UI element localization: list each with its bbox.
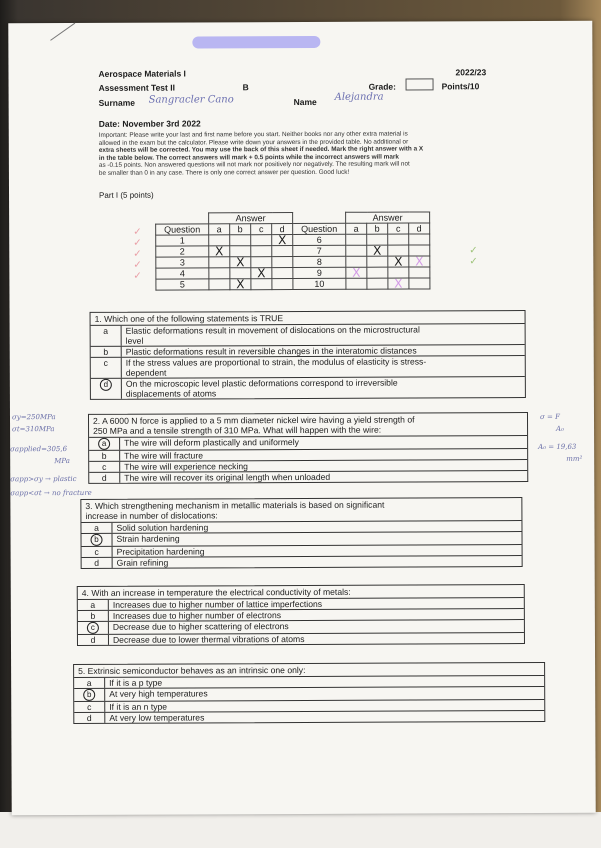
answer-mark[interactable]: X [388,256,409,267]
answer-cell[interactable] [272,279,293,290]
question-number: 7 [293,245,346,256]
question-5 [73,662,545,724]
question-number: 8 [293,256,346,267]
answer-mark[interactable]: X [230,257,251,268]
option-text [122,324,424,345]
handwritten-note: A₀ [556,424,564,433]
answer-cell[interactable] [209,257,230,268]
option-line: level [125,335,144,346]
question-number: 6 [293,234,346,245]
option-text: Increases due to higher number of electrons [112,610,282,621]
selected-circle: c [87,622,99,634]
answer-cell[interactable] [367,267,388,278]
bottom-margin [0,812,601,848]
option-text: Strain hardening [116,533,180,544]
question-number: 5 [156,279,209,290]
answer-cell[interactable] [388,234,409,245]
option-line: If the stress values are proportional to strain, the modulus of elasticity is stress- [125,356,427,368]
exam-sheet [8,21,595,816]
option-text: At very high temperatures [109,688,208,699]
name-label: Name [293,96,317,108]
question-text: 1. Which one of the following statements is TRUE [91,311,525,326]
answer-header: Answer [346,212,430,223]
answer-cell[interactable] [409,267,430,278]
option-line: displacements of atoms [125,388,217,399]
question-number: 3 [156,257,209,268]
option-letter: a [74,678,105,688]
answer-cell[interactable] [409,278,430,289]
answer-cell[interactable] [272,246,293,257]
option-letter: c [82,547,113,557]
question-1 [90,310,526,400]
instructions-line: extra sheets will be corrected. You may use the back of this sheet if needed. Mark the right answer with a X [98,145,424,155]
option-letter-selected [82,534,113,546]
instructions-line: in the table below. The correct answers will mark + 0.5 points while the incorrect answers will mark [98,153,399,162]
option-letter: d [82,558,113,568]
answer-cell[interactable] [251,279,272,290]
handwritten-note: σy=250MPa [11,413,56,422]
name-value[interactable]: Alejandra [334,91,384,103]
grade-box[interactable] [406,78,434,90]
surname-label: Surname [98,97,136,108]
handwritten-note: MPa [54,457,70,466]
option-row[interactable] [91,377,525,399]
answer-mark[interactable]: X [209,246,230,257]
option-text: The wire will experience necking [124,461,248,472]
option-row[interactable] [74,711,544,723]
left-ticks: ✓ ✓ ✓ ✓ ✓ [133,226,142,282]
option-text: If it is an n type [109,701,168,712]
option-row[interactable] [82,556,522,568]
handwritten-note: σapp>σy → plastic [10,474,77,484]
question-number: 4 [156,268,209,279]
option-text: Grain refining [116,557,169,568]
option-row[interactable] [91,324,525,347]
answer-cell[interactable] [346,234,367,245]
question-text [81,498,521,523]
question-number: 10 [293,278,346,289]
option-text: Precipitation hardening [116,546,205,557]
answer-mark[interactable]: X [230,279,251,290]
letter-cell: b [230,224,251,235]
answer-cell[interactable] [209,279,230,290]
question-4 [77,584,525,646]
letter-cell: d [272,224,293,235]
answer-mark[interactable]: X [388,278,409,289]
letter-cell: c [251,224,272,235]
selected-circle: b [91,534,103,546]
surname-value[interactable]: Sangracler Cano [148,94,234,106]
answer-cell[interactable] [272,268,293,279]
option-letter-selected [74,689,105,701]
answer-mark[interactable]: X [251,268,272,279]
test-version: B [242,82,249,93]
option-text: The wire will fracture [124,450,203,461]
option-text: The wire will deform plastically and uniformely [124,437,299,448]
answer-table [155,211,430,290]
option-letter: b [78,611,109,621]
answer-cell[interactable] [346,245,367,256]
course-title: Aerospace Materials I [98,68,186,79]
option-text: Decrease due to higher scattering of electrons [112,621,289,632]
answer-mark[interactable]: X [409,256,430,267]
letter-cell: d [409,223,430,234]
option-line: On the microscopic level plastic deformations correspond to irreversible [125,377,398,389]
exam-date: Date: November 3rd 2022 [98,118,201,129]
handwritten-note: A₀ = 19,63 [538,442,577,451]
question-number: 2 [156,246,209,257]
question-text: 5. Extrinsic semiconductor behaves as an intrinsic one only: [74,663,544,678]
question-header: Question [293,223,346,234]
question-2 [88,412,528,484]
option-letter: b [91,347,122,357]
question-text [89,413,527,438]
answer-cell[interactable] [251,235,272,246]
option-letter: c [91,358,122,378]
option-text: Decrease due to lower thermal vibrations of atoms [112,633,305,645]
answer-cell[interactable] [251,246,272,257]
option-letter: d [74,713,105,723]
instructions-line: be smaller than 0 in any case. There is only one correct answer per question. Good luck! [98,168,350,177]
option-letter: a [78,600,109,610]
option-text: Plastic deformations result in reversible changes in the interatomic distances [125,345,417,357]
question-header: Question [156,224,209,235]
blank-cell [156,213,209,224]
question-text: 4. With an increase in temperature the electrical conductivity of metals: [78,585,524,600]
answer-cell[interactable] [346,278,367,289]
points-label: Points/10 [441,81,480,92]
answer-cell[interactable] [367,278,388,289]
question-3 [80,497,522,569]
instructions [99,130,569,178]
question-line: 250 MPa and a tensile strength of 310 MPa. What will happen with the wire: [93,424,382,436]
test-title: Assessment Test II [98,82,175,93]
handwritten-note: mm² [566,454,583,463]
table-row [156,278,430,290]
answer-cell[interactable] [209,268,230,279]
answer-cell[interactable] [367,256,388,267]
option-letter: d [89,473,120,483]
selected-circle: a [98,438,110,450]
question-line: increase in number of dislocations: [85,510,218,521]
instructions-line: as -0.15 points. Non answered questions will not mark nor positively nor negatively. The resulting mark will not [98,160,410,170]
handwritten-note: σ = F [539,412,560,421]
instructions-line: Important: Please write your last and first name before you start. Neither books nor any other extra material is [98,130,408,139]
answer-header-row [156,212,430,224]
option-letter: c [74,702,105,712]
answer-cell[interactable] [230,235,251,246]
question-line: 3. Which strengthening mechanism in metallic materials is based on significant [85,499,385,511]
pen-mark [50,23,76,43]
option-text [122,378,402,399]
answer-mark[interactable]: X [367,245,388,256]
option-letter: d [78,635,109,645]
answer-mark[interactable]: X [346,267,367,278]
option-letter: b [89,451,120,461]
option-row[interactable] [91,356,525,379]
answer-header: Answer [209,213,293,224]
grade-label: Grade: [368,81,396,92]
handwritten-note: σapp<σt → no fracture [10,488,92,498]
option-row[interactable] [78,633,524,645]
redaction-mark [192,36,320,49]
letter-cell: b [367,223,388,234]
option-text: Increases due to higher number of lattice imperfections [112,598,323,610]
letter-cell: c [388,223,409,234]
selected-circle: d [100,379,112,391]
option-letter: a [91,326,122,346]
instructions-line: allowed in the exam but the calculator. Please write down your answers in the provided table. No additional or [98,138,409,147]
answer-mark[interactable]: X [272,235,293,246]
option-row[interactable] [89,471,527,483]
school-year: 2022/23 [455,67,487,78]
option-letter-selected [78,622,109,634]
handwritten-note: σapplied=305,6 [10,445,68,454]
option-text: Solid solution hardening [116,522,209,533]
right-ticks: ✓ ✓ [469,245,478,268]
option-text: The wire will recover its original length when unloaded [124,471,331,483]
option-letter: a [81,523,112,533]
question-number: 1 [156,235,209,246]
option-letter: c [89,462,120,472]
answer-cell[interactable] [409,234,430,245]
option-line: dependent [125,367,167,378]
blank-cell [293,212,346,223]
option-letter-selected [89,438,120,450]
part-label: Part I (5 points) [99,190,154,200]
option-text: At very low temperatures [109,712,205,723]
selected-circle: b [83,689,95,701]
option-letter-selected [91,379,122,399]
question-line: 2. A 6000 N force is applied to a 5 mm diameter nickel wire having a yield strength of [92,414,415,426]
option-line: Elastic deformations result in movement of dislocations on the microstructural [125,324,420,336]
answer-cell[interactable] [272,257,293,268]
question-number: 9 [293,267,346,278]
handwritten-note: σt=310MPa [12,425,55,434]
option-text: If it is a p type [109,677,163,688]
option-text [122,356,431,377]
letter-cell: a [209,224,230,235]
letter-cell: a [346,223,367,234]
